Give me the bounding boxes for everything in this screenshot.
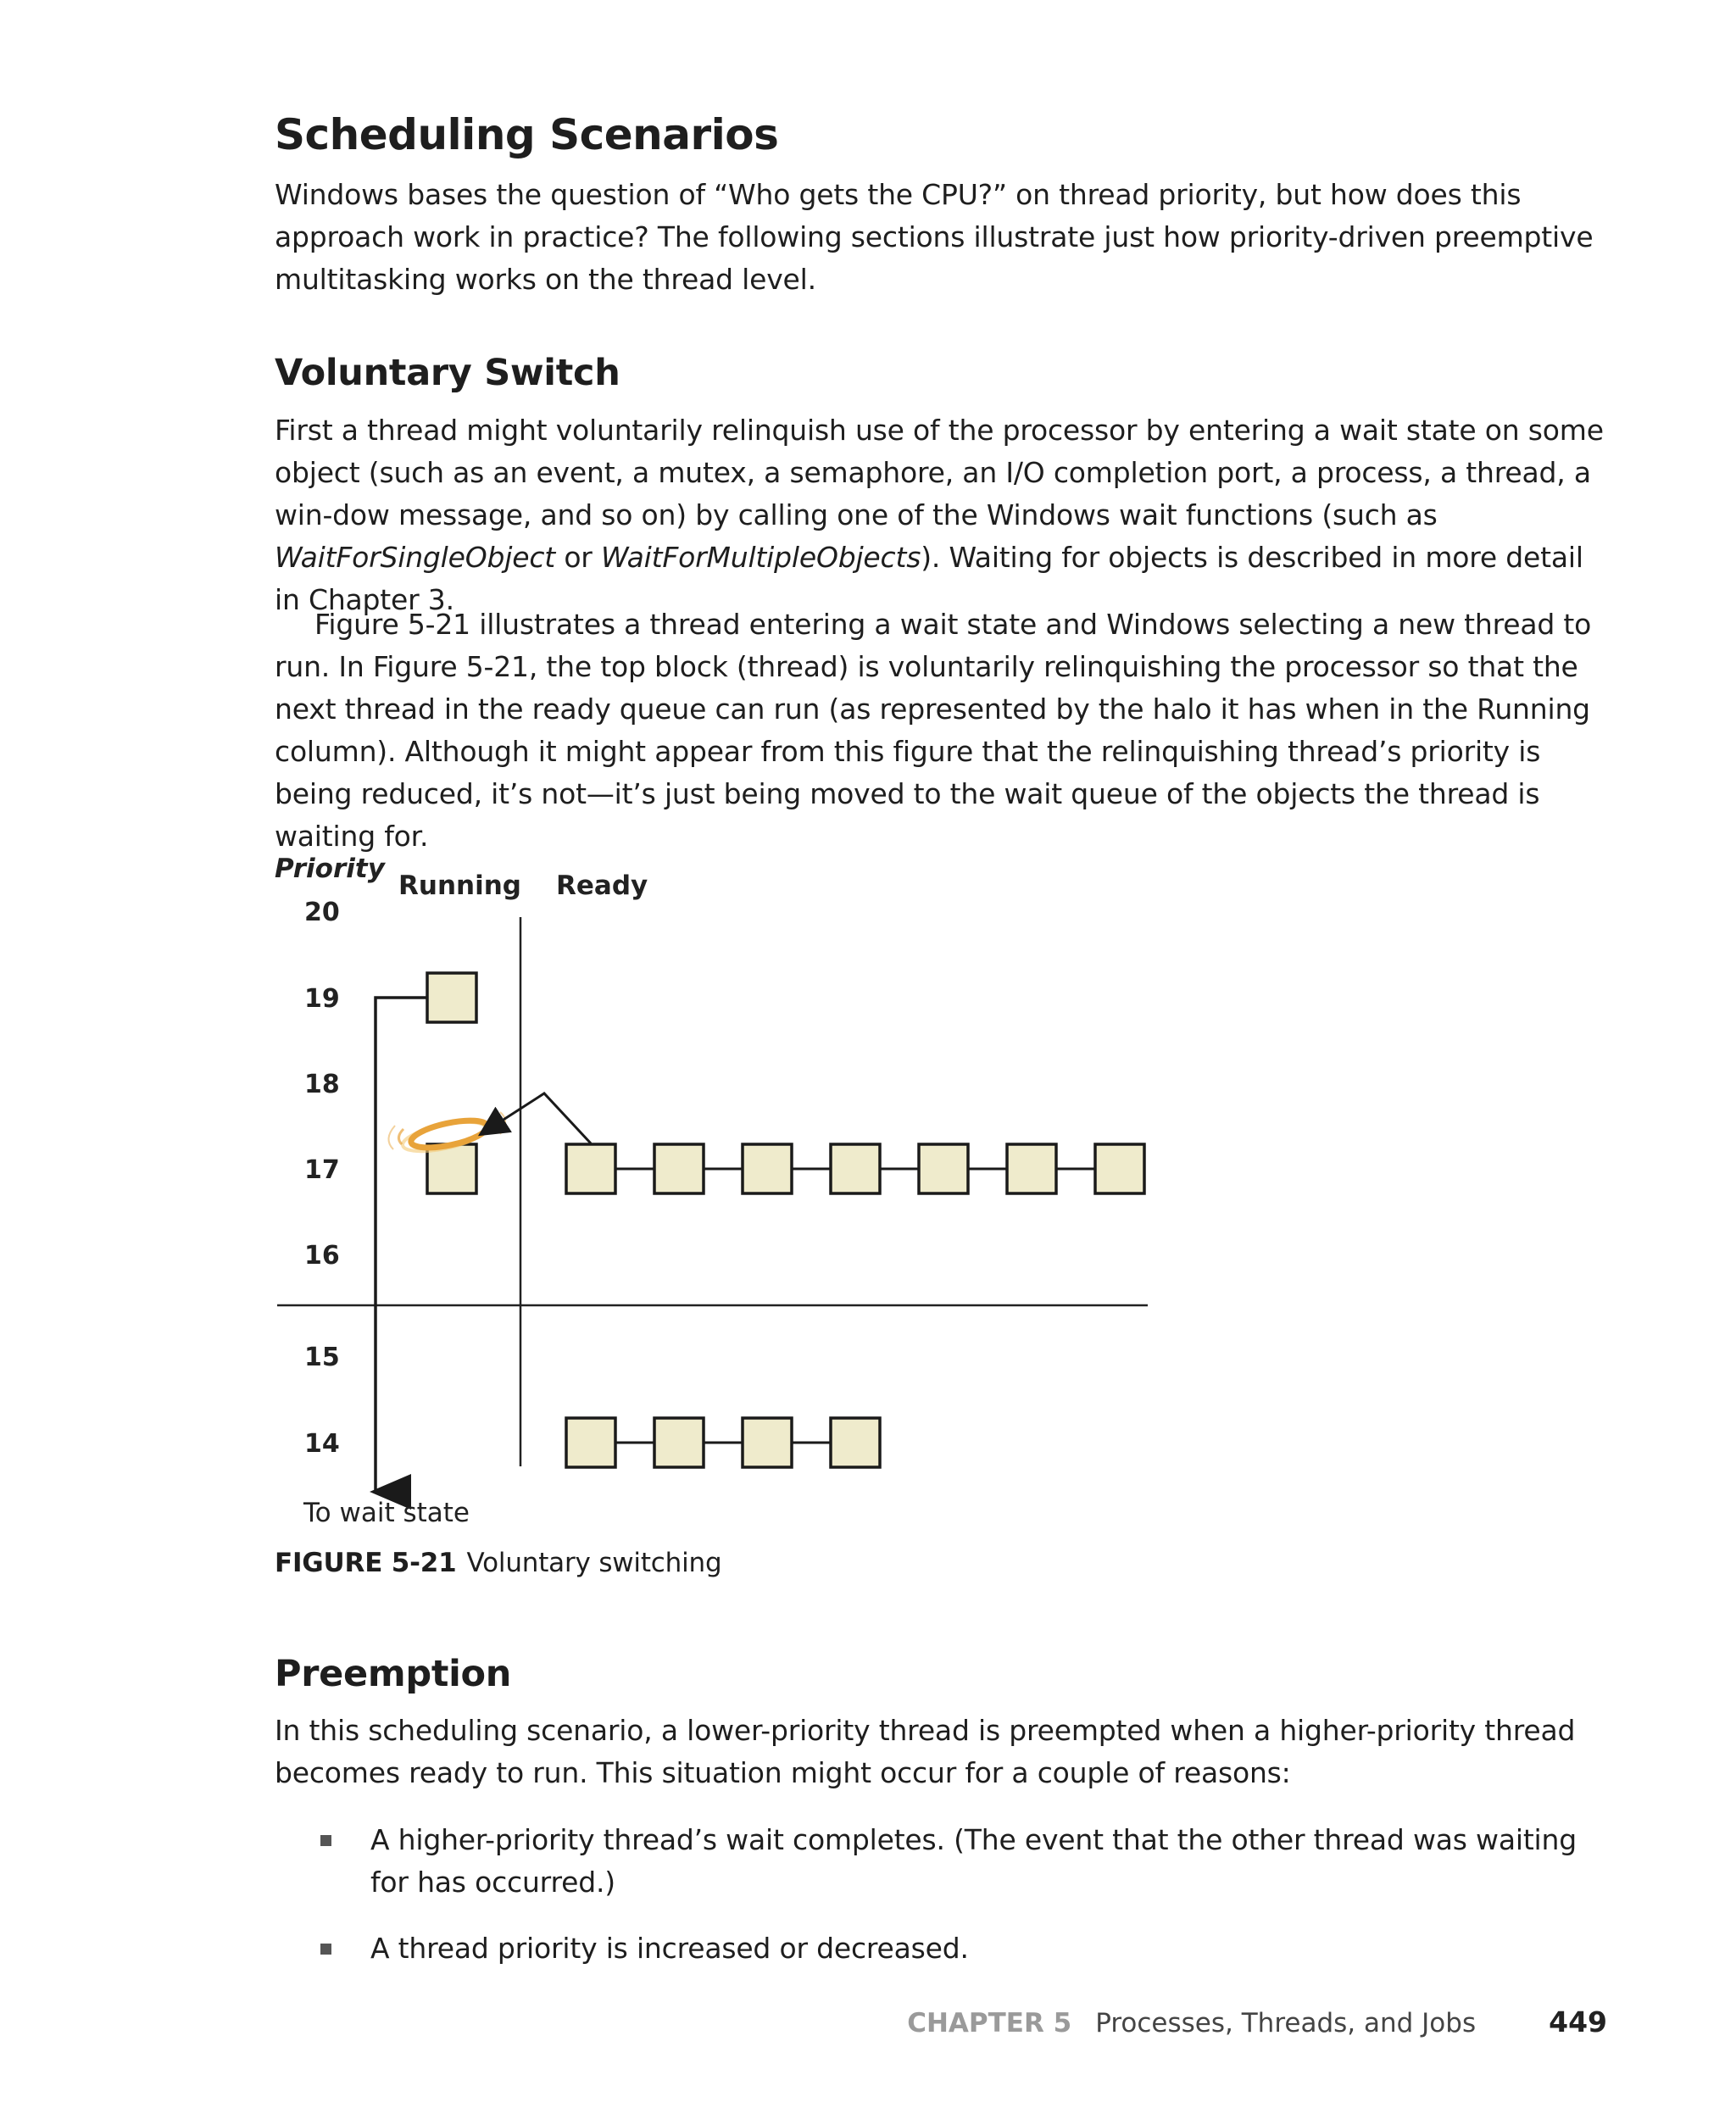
thread-block <box>654 1418 704 1467</box>
thread-block <box>566 1144 615 1193</box>
thread-block <box>743 1418 792 1467</box>
thread-block <box>654 1144 704 1193</box>
ready-column-label: Ready <box>556 870 648 901</box>
thread-block <box>1007 1144 1056 1193</box>
ready-to-running-arrow <box>482 1093 591 1143</box>
voluntary-paragraph-2: Figure 5-21 illustrates a thread entering a wait state and Windows selecting a new thread to run. In Figure 5-21, the top block (thread) is voluntarily relinquishing the processor so that the next thread in the ready queue can run (as represented by the halo it has when in the Running column). Although it might appear from this figure that the relinquishing thread’s priority is being reduced, it’s not—it’s just being moved to the wait queue of the objects the thread is waiting for. <box>275 608 1592 853</box>
thread-block <box>831 1418 880 1467</box>
priority-diagram <box>275 0 1607 1568</box>
priority-level-label: 15 <box>304 1343 340 1372</box>
footer-chapter: CHAPTER 5 <box>907 2008 1072 2038</box>
fn-wait-multiple: WaitForMultipleObjects <box>600 541 921 574</box>
to-wait-state-label: To wait state <box>303 1498 470 1528</box>
voluntary-paragraph-1: First a thread might voluntarily relinquish use of the processor by entering a wait state on some object (such as an event, a mutex, a semaphore, an I/O completion port, a process, a thread, a win-dow message, and so on) by calling one of the Windows wait functions (such as WaitForSingleObject or WaitForMultipleObjects). Waiting for objects is described in more detail in Chapter 3. <box>275 414 1604 616</box>
thread-block <box>1095 1144 1144 1193</box>
preemption-heading: Preemption <box>275 1653 512 1695</box>
fn-wait-single: WaitForSingleObject <box>275 541 556 574</box>
priority-levels <box>304 898 340 1459</box>
priority-level-label: 19 <box>304 984 340 1014</box>
priority-level-label: 17 <box>304 1155 340 1185</box>
thread-block <box>427 973 476 1022</box>
voluntary-heading: Voluntary Switch <box>275 352 620 394</box>
priority-axis-label: Priority <box>275 854 385 884</box>
running-column-label: Running <box>398 870 521 901</box>
thread-block <box>566 1418 615 1467</box>
running-threads <box>427 973 476 1193</box>
thread-block <box>831 1144 880 1193</box>
preemption-intro: In this scheduling scenario, a lower-priority thread is preempted when a higher-priority thread becomes ready to run. This situation might occur for a couple of reasons: <box>275 1714 1576 1789</box>
page-footer <box>907 2005 1607 2038</box>
thread-block <box>919 1144 968 1193</box>
section-title: Scheduling Scenarios <box>275 110 779 159</box>
bullet-square-icon <box>320 1835 331 1846</box>
figure-caption <box>275 1548 721 1578</box>
priority-level-label: 16 <box>304 1241 340 1271</box>
bullet-square-icon <box>320 1944 331 1955</box>
footer-title: Processes, Threads, and Jobs <box>1095 2008 1477 2038</box>
figure-label: FIGURE 5-21 <box>275 1548 457 1578</box>
priority-level-label: 18 <box>304 1070 340 1099</box>
priority-level-label: 20 <box>304 898 340 927</box>
priority-level-label: 14 <box>304 1429 340 1459</box>
to-wait-arrow <box>376 998 427 1492</box>
thread-block <box>743 1144 792 1193</box>
section-intro: Windows bases the question of “Who gets the CPU?” on thread priority, but how does this approach work in practice? The following sections illustrate just how priority-driven preemptive multitasking works on the thread level. <box>275 178 1594 296</box>
page-number: 449 <box>1549 2005 1607 2038</box>
figure-caption-text: Voluntary switching <box>466 1548 722 1578</box>
